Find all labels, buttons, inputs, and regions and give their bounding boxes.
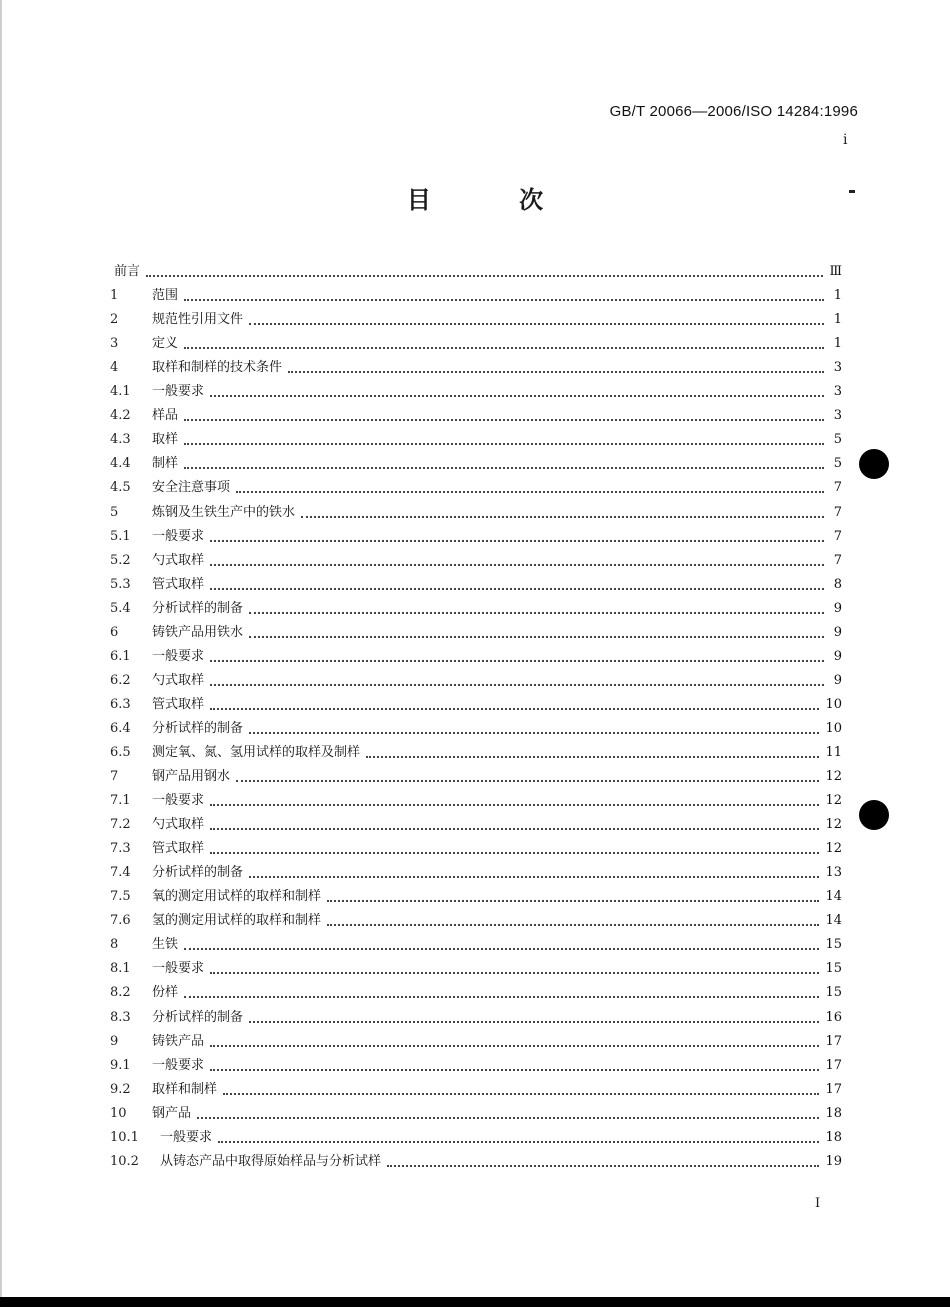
toc-entry[interactable]	[110, 1074, 842, 1098]
toc-leader-dots	[210, 646, 824, 662]
page-title: 目 次	[406, 186, 584, 214]
toc-entry-number: 9	[110, 1033, 119, 1049]
toc-entry[interactable]	[110, 496, 842, 520]
toc-leader-dots	[236, 766, 819, 782]
toc-entry[interactable]	[110, 1146, 842, 1170]
toc-entry-page: 8	[833, 576, 842, 592]
toc-entry-page: 1	[833, 336, 842, 352]
toc-entry[interactable]	[110, 929, 842, 953]
toc-entry[interactable]	[110, 713, 842, 737]
toc-leader-dots	[184, 429, 824, 445]
toc-entry-title: 勺式取样	[152, 672, 205, 688]
toc-entry[interactable]	[110, 521, 842, 545]
toc-entry-number: 1	[110, 288, 119, 304]
toc-entry-title: 一般要求	[152, 384, 205, 400]
toc-entry-title: 勺式取样	[152, 552, 205, 568]
corner-mark: i	[843, 132, 848, 148]
toc-entry-number: 8	[110, 937, 119, 953]
toc-leader-dots	[184, 982, 819, 998]
page-number: Ⅰ	[815, 1196, 821, 1211]
toc-entry-page: 17	[825, 1081, 842, 1097]
toc-entry-number: 6.4	[110, 720, 131, 736]
toc-entry-page: 16	[825, 1009, 842, 1025]
toc-entry-page: 9	[833, 624, 842, 640]
toc-entry-title: 前言	[114, 264, 141, 280]
toc-entry-number: 10.1	[110, 1129, 139, 1145]
toc-leader-dots	[184, 934, 819, 950]
toc-entry-title: 一般要求	[152, 961, 205, 977]
toc-entry-number: 7.3	[110, 841, 131, 857]
toc-entry-title: 测定氧、氮、氢用试样的取样及制样	[152, 744, 361, 760]
toc-entry-title: 氢的测定用试样的取样和制样	[152, 913, 322, 929]
toc-entry-page: 5	[833, 432, 842, 448]
toc-entry-page: 15	[825, 985, 842, 1001]
toc-entry-page: 17	[825, 1033, 842, 1049]
toc-entry-number: 7.1	[110, 793, 131, 809]
toc-entry-title: 分析试样的制备	[152, 720, 244, 736]
toc-leader-dots	[223, 1079, 819, 1095]
toc-leader-dots	[249, 598, 824, 614]
toc-entry-title: 铸铁产品用铁水	[152, 624, 244, 640]
toc-entry-number: 7.2	[110, 817, 131, 833]
toc-entry-title: 样品	[152, 408, 179, 424]
toc-leader-dots	[210, 1055, 819, 1071]
toc-leader-dots	[197, 1103, 819, 1119]
toc-entry-page: 12	[825, 841, 842, 857]
toc-entry-title: 一般要求	[152, 528, 205, 544]
toc-entry-page: 3	[833, 360, 842, 376]
toc-leader-dots	[387, 1151, 819, 1167]
toc-entry-title: 一般要求	[152, 793, 205, 809]
toc-entry[interactable]	[110, 665, 842, 689]
toc-entry-title: 制样	[152, 456, 179, 472]
toc-leader-dots	[210, 670, 824, 686]
toc-entry-page: 18	[825, 1105, 842, 1121]
toc-entry-page: 11	[825, 744, 842, 760]
toc-entry[interactable]	[110, 953, 842, 977]
toc-entry-page: 14	[825, 913, 842, 929]
toc-entry[interactable]	[110, 304, 842, 328]
toc-entry[interactable]	[110, 328, 842, 352]
toc-leader-dots	[146, 261, 823, 277]
toc-entry-title: 取样和制样的技术条件	[152, 360, 283, 376]
toc-entry-number: 5.2	[110, 552, 131, 568]
toc-entry-number: 8.3	[110, 1009, 131, 1025]
toc-entry-title: 份样	[152, 985, 179, 1001]
toc-entry-page: 15	[825, 937, 842, 953]
toc-entry-page: 9	[833, 672, 842, 688]
toc-entry[interactable]	[110, 1098, 842, 1122]
toc-entry-title: 安全注意事项	[152, 480, 231, 496]
toc-entry-page: 19	[825, 1153, 842, 1169]
toc-entry-number: 3	[110, 336, 119, 352]
toc-leader-dots	[184, 333, 824, 349]
toc-entry[interactable]	[110, 809, 842, 833]
table-of-contents	[110, 256, 842, 1170]
toc-entry-title: 铸铁产品	[152, 1033, 205, 1049]
toc-entry[interactable]	[110, 689, 842, 713]
toc-leader-dots	[210, 574, 824, 590]
toc-entry[interactable]	[110, 881, 842, 905]
toc-entry[interactable]	[110, 400, 842, 424]
toc-entry-title: 一般要求	[152, 648, 205, 664]
toc-entry-page: 9	[833, 648, 842, 664]
toc-leader-dots	[249, 862, 819, 878]
toc-entry[interactable]	[110, 977, 842, 1001]
toc-entry-number: 5	[110, 504, 119, 520]
toc-entry-title: 分析试样的制备	[152, 865, 244, 881]
toc-entry-number: 7.4	[110, 865, 131, 881]
toc-entry[interactable]	[110, 424, 842, 448]
toc-leader-dots	[184, 285, 824, 301]
toc-entry-page: 3	[833, 384, 842, 400]
toc-leader-dots	[366, 742, 819, 758]
toc-entry-page: 5	[833, 456, 842, 472]
toc-entry[interactable]	[110, 785, 842, 809]
toc-entry[interactable]	[110, 256, 842, 280]
toc-entry-title: 一般要求	[160, 1129, 213, 1145]
toc-entry-title: 炼钢及生铁生产中的铁水	[152, 504, 296, 520]
toc-entry-page: 17	[825, 1057, 842, 1073]
toc-entry-number: 9.2	[110, 1081, 131, 1097]
toc-entry-page: 10	[825, 696, 842, 712]
toc-entry-number: 4.2	[110, 408, 131, 424]
toc-entry-page: 12	[825, 817, 842, 833]
toc-leader-dots	[249, 718, 819, 734]
toc-entry[interactable]	[110, 833, 842, 857]
toc-entry-number: 5.4	[110, 600, 131, 616]
toc-entry-page: Ⅲ	[829, 264, 842, 280]
toc-entry-page: 10	[825, 720, 842, 736]
standard-code: GB/T 20066—2006/ISO 14284:1996	[609, 103, 858, 120]
toc-entry[interactable]	[110, 593, 842, 617]
toc-entry[interactable]	[110, 448, 842, 472]
toc-leader-dots	[301, 502, 824, 518]
toc-entry-number: 8.1	[110, 961, 131, 977]
toc-entry-number: 10.2	[110, 1153, 139, 1169]
toc-entry-title: 生铁	[152, 937, 179, 953]
toc-entry-page: 15	[825, 961, 842, 977]
toc-entry-number: 2	[110, 312, 119, 328]
toc-entry-title: 勺式取样	[152, 817, 205, 833]
toc-entry-number: 7	[110, 769, 119, 785]
toc-leader-dots	[210, 526, 824, 542]
toc-entry-title: 规范性引用文件	[152, 312, 244, 328]
toc-entry-number: 4.3	[110, 432, 131, 448]
toc-entry-number: 5.1	[110, 528, 131, 544]
toc-entry-page: 9	[833, 600, 842, 616]
toc-entry-page: 7	[833, 480, 842, 496]
scan-border	[0, 1297, 950, 1307]
toc-entry-number: 6.1	[110, 648, 131, 664]
toc-leader-dots	[184, 453, 824, 469]
toc-entry[interactable]	[110, 905, 842, 929]
toc-entry[interactable]	[110, 1026, 842, 1050]
toc-entry-number: 10	[110, 1105, 127, 1121]
toc-entry-number: 8.2	[110, 985, 131, 1001]
toc-entry-title: 分析试样的制备	[152, 1009, 244, 1025]
toc-entry-title: 管式取样	[152, 841, 205, 857]
toc-entry[interactable]	[110, 617, 842, 641]
toc-leader-dots	[236, 477, 824, 493]
toc-entry-page: 1	[833, 312, 842, 328]
toc-entry[interactable]	[110, 761, 842, 785]
toc-leader-dots	[288, 357, 824, 373]
toc-entry[interactable]	[110, 545, 842, 569]
toc-leader-dots	[210, 814, 819, 830]
toc-leader-dots	[218, 1127, 819, 1143]
punch-hole	[859, 449, 889, 479]
toc-entry[interactable]	[110, 641, 842, 665]
toc-entry-page: 13	[825, 865, 842, 881]
toc-entry-number: 7.5	[110, 889, 131, 905]
toc-entry[interactable]	[110, 352, 842, 376]
toc-entry-number: 7.6	[110, 913, 131, 929]
toc-entry[interactable]	[110, 1122, 842, 1146]
toc-entry-title: 取样	[152, 432, 179, 448]
toc-leader-dots	[327, 910, 819, 926]
toc-leader-dots	[249, 622, 824, 638]
toc-entry-page: 12	[825, 769, 842, 785]
toc-leader-dots	[210, 838, 819, 854]
toc-entry-number: 4.1	[110, 384, 131, 400]
toc-entry[interactable]	[110, 1001, 842, 1025]
toc-entry-title: 钢产品	[152, 1105, 192, 1121]
toc-entry[interactable]	[110, 737, 842, 761]
toc-entry-page: 3	[833, 408, 842, 424]
toc-entry-page: 18	[825, 1129, 842, 1145]
toc-entry-number: 6	[110, 624, 119, 640]
toc-entry-title: 一般要求	[152, 1057, 205, 1073]
toc-leader-dots	[210, 694, 819, 710]
toc-entry[interactable]	[110, 472, 842, 496]
toc-entry-title: 取样和制样	[152, 1081, 218, 1097]
toc-entry[interactable]	[110, 569, 842, 593]
toc-entry-number: 6.2	[110, 672, 131, 688]
toc-entry-title: 管式取样	[152, 696, 205, 712]
toc-leader-dots	[249, 1007, 819, 1023]
toc-entry[interactable]	[110, 280, 842, 304]
toc-entry-page: 12	[825, 793, 842, 809]
toc-entry-title: 分析试样的制备	[152, 600, 244, 616]
toc-entry-title: 氧的测定用试样的取样和制样	[152, 889, 322, 905]
toc-entry-number: 6.5	[110, 744, 131, 760]
toc-leader-dots	[210, 381, 824, 397]
toc-leader-dots	[210, 790, 819, 806]
toc-entry-page: 1	[833, 288, 842, 304]
toc-leader-dots	[249, 309, 824, 325]
toc-entry-title: 管式取样	[152, 576, 205, 592]
toc-entry[interactable]	[110, 376, 842, 400]
toc-entry-title: 定义	[152, 336, 179, 352]
toc-entry[interactable]	[110, 1050, 842, 1074]
toc-leader-dots	[210, 958, 819, 974]
toc-entry-number: 9.1	[110, 1057, 131, 1073]
toc-entry-number: 4	[110, 360, 119, 376]
toc-entry-page: 7	[833, 528, 842, 544]
toc-entry-title: 范围	[152, 288, 179, 304]
toc-entry-title: 从铸态产品中取得原始样品与分析试样	[160, 1153, 382, 1169]
toc-entry-number: 4.4	[110, 456, 131, 472]
toc-leader-dots	[184, 405, 824, 421]
toc-entry-page: 7	[833, 552, 842, 568]
toc-leader-dots	[210, 1031, 819, 1047]
toc-leader-dots	[327, 886, 819, 902]
toc-entry-number: 4.5	[110, 480, 131, 496]
punch-hole	[859, 800, 889, 830]
toc-entry-number: 5.3	[110, 576, 131, 592]
toc-leader-dots	[210, 550, 824, 566]
toc-entry-number: 6.3	[110, 696, 131, 712]
toc-entry-page: 14	[825, 889, 842, 905]
toc-entry-page: 7	[833, 504, 842, 520]
toc-entry-title: 钢产品用钢水	[152, 769, 231, 785]
toc-entry[interactable]	[110, 857, 842, 881]
